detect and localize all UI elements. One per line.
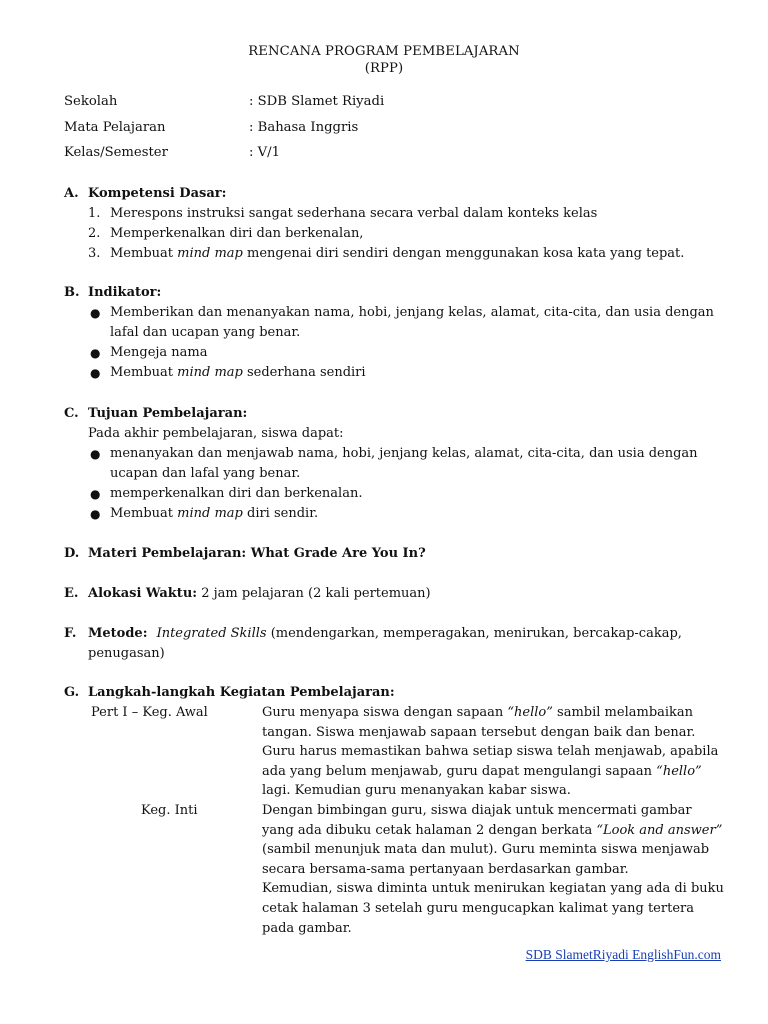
section-title: Kompetensi Dasar: bbox=[88, 186, 227, 201]
section-title-label: Metode: bbox=[88, 626, 148, 641]
section-emphasis: Integrated Skills bbox=[156, 626, 267, 641]
step-line: cetak halaman 3 setelah guru mengucapkan kalimat yang tertera bbox=[262, 900, 694, 916]
section-heading bbox=[64, 184, 724, 204]
list-item-line: Memberikan dan menanyakan nama, hobi, jenjang kelas, alamat, cita-cita, dan usia dengan bbox=[110, 305, 714, 320]
meta-sekolah-label: Sekolah bbox=[64, 94, 118, 109]
list-item bbox=[64, 224, 724, 244]
step-body bbox=[262, 703, 724, 801]
list-item-text-pre: Membuat bbox=[110, 246, 178, 261]
bullet-icon: ● bbox=[90, 447, 101, 461]
step-line: lagi. Kemudian guru menanyakan kabar siswa. bbox=[262, 783, 571, 799]
section-metode bbox=[64, 624, 724, 664]
section-heading bbox=[64, 584, 724, 604]
meta-kelas-value: : V/1 bbox=[249, 145, 280, 160]
step-label: Keg. Inti bbox=[141, 802, 198, 818]
section-heading bbox=[64, 404, 724, 424]
list-item bbox=[64, 504, 724, 524]
section-tujuan-pembelajaran bbox=[64, 404, 724, 524]
list-item-text: Memperkenalkan diri dan berkenalan, bbox=[110, 226, 364, 241]
list-item-emphasis: mind map bbox=[177, 246, 243, 261]
list-item-line: ucapan dan lafal yang benar. bbox=[110, 466, 301, 481]
document-subtitle: (RPP) bbox=[364, 61, 404, 76]
step-line: Guru menyapa siswa dengan sapaan “hello” sambil melambaikan bbox=[262, 705, 694, 720]
section-title-label: Alokasi Waktu: bbox=[88, 586, 198, 601]
list-item-text-post: mengenai diri sendiri dengan menggunakan kosa kata yang tepat. bbox=[242, 246, 685, 261]
list-item-line: menanyakan dan menjawab nama, hobi, jenjang kelas, alamat, cita-cita, dan usia dengan bbox=[110, 446, 698, 461]
section-title: Indikator: bbox=[88, 285, 162, 300]
section-title: Langkah-langkah Kegiatan Pembelajaran: bbox=[88, 685, 395, 700]
list-number: 3. bbox=[88, 246, 101, 261]
step-line: ada yang belum menjawab, guru dapat mengulangi sapaan “hello” bbox=[262, 763, 702, 779]
section-value: 2 jam pelajaran (2 kali pertemuan) bbox=[197, 586, 431, 601]
step-line: yang ada dibuku cetak halaman 2 dengan berkata “Look and answer” bbox=[262, 822, 723, 838]
section-title: Materi Pembelajaran: What Grade Are You In? bbox=[88, 546, 426, 561]
list-item bbox=[64, 363, 724, 383]
list-item-text: memperkenalkan diri dan berkenalan. bbox=[110, 486, 363, 501]
section-letter: F. bbox=[64, 626, 77, 641]
section-kompetensi-dasar bbox=[64, 184, 724, 264]
section-letter: G. bbox=[64, 685, 80, 700]
bullet-icon: ● bbox=[90, 306, 101, 320]
section-intro: Pada akhir pembelajaran, siswa dapat: bbox=[88, 426, 344, 441]
section-title: Tujuan Pembelajaran: bbox=[88, 406, 248, 421]
section-letter: B. bbox=[64, 285, 80, 300]
list-item-text: Mengeja nama bbox=[110, 345, 208, 360]
section-materi bbox=[64, 544, 724, 564]
section-letter: D. bbox=[64, 546, 80, 561]
list-item-text-post: diri sendir. bbox=[242, 506, 319, 521]
step-kegiatan-inti bbox=[64, 801, 724, 938]
step-line: Guru harus memastikan bahwa setiap siswa telah menjawab, apabila bbox=[262, 744, 719, 760]
bullet-icon: ● bbox=[90, 487, 101, 501]
list-number: 2. bbox=[88, 226, 101, 241]
list-item-emphasis: mind map bbox=[177, 506, 243, 521]
meta-sekolah-value: : SDB Slamet Riyadi bbox=[249, 94, 385, 109]
list-item-emphasis: mind map bbox=[177, 365, 243, 380]
section-alokasi-waktu bbox=[64, 584, 724, 604]
section-indikator bbox=[64, 283, 724, 383]
section-continuation: penugasan) bbox=[88, 646, 165, 661]
step-pertemuan-awal bbox=[64, 703, 724, 801]
list-item bbox=[64, 204, 724, 224]
meta-mapel-value: : Bahasa Inggris bbox=[249, 120, 359, 135]
numbered-list bbox=[64, 204, 724, 264]
bullet-icon: ● bbox=[90, 346, 101, 360]
list-item-text-post: sederhana sendiri bbox=[242, 365, 366, 380]
list-item-text-pre: Membuat bbox=[110, 506, 178, 521]
list-item bbox=[64, 343, 724, 363]
list-item-line: lafal dan ucapan yang benar. bbox=[110, 325, 301, 340]
step-line: Dengan bimbingan guru, siswa diajak untuk mencermati gambar bbox=[262, 802, 692, 818]
meta-mapel-label: Mata Pelajaran bbox=[64, 120, 166, 135]
section-title bbox=[88, 624, 682, 644]
list-item bbox=[64, 444, 724, 484]
section-letter: E. bbox=[64, 586, 79, 601]
step-body bbox=[262, 801, 724, 938]
list-item-text: Merespons instruksi sangat sederhana secara verbal dalam konteks kelas bbox=[110, 206, 598, 221]
section-letter: C. bbox=[64, 406, 79, 421]
meta-kelas-label: Kelas/Semester bbox=[64, 145, 168, 160]
list-item-text-pre: Membuat bbox=[110, 365, 178, 380]
section-heading bbox=[64, 624, 724, 644]
bullet-list bbox=[64, 444, 724, 524]
section-heading bbox=[64, 283, 724, 303]
section-value: (mendengarkan, memperagakan, menirukan, bercakap-cakap, bbox=[266, 626, 682, 641]
list-number: 1. bbox=[88, 206, 101, 221]
step-line: Kemudian, siswa diminta untuk menirukan kegiatan yang ada di buku bbox=[262, 881, 724, 897]
list-item bbox=[64, 484, 724, 504]
step-line: (sambil menunjuk mata dan mulut). Guru meminta siswa menjawab bbox=[262, 842, 710, 858]
bullet-icon: ● bbox=[90, 366, 101, 380]
step-line: pada gambar. bbox=[262, 920, 352, 936]
step-line: secara bersama-sama pertanyaan berdasarkan gambar. bbox=[262, 861, 629, 877]
step-label: Pert I – Keg. Awal bbox=[91, 705, 208, 720]
section-heading bbox=[64, 683, 724, 703]
section-title bbox=[88, 584, 431, 604]
bullet-list bbox=[64, 303, 724, 383]
bullet-icon: ● bbox=[90, 507, 101, 521]
list-item bbox=[64, 244, 724, 264]
footer-link[interactable]: SDB SlametRiyadi EnglishFun.com bbox=[525, 947, 721, 962]
document-title: RENCANA PROGRAM PEMBELAJARAN bbox=[248, 44, 520, 59]
list-item bbox=[64, 303, 724, 343]
step-line: tangan. Siswa menjawab sapaan tersebut dengan baik dan benar. bbox=[262, 724, 696, 740]
section-langkah-kegiatan bbox=[64, 683, 724, 938]
section-letter: A. bbox=[64, 186, 79, 201]
section-heading bbox=[64, 544, 724, 564]
